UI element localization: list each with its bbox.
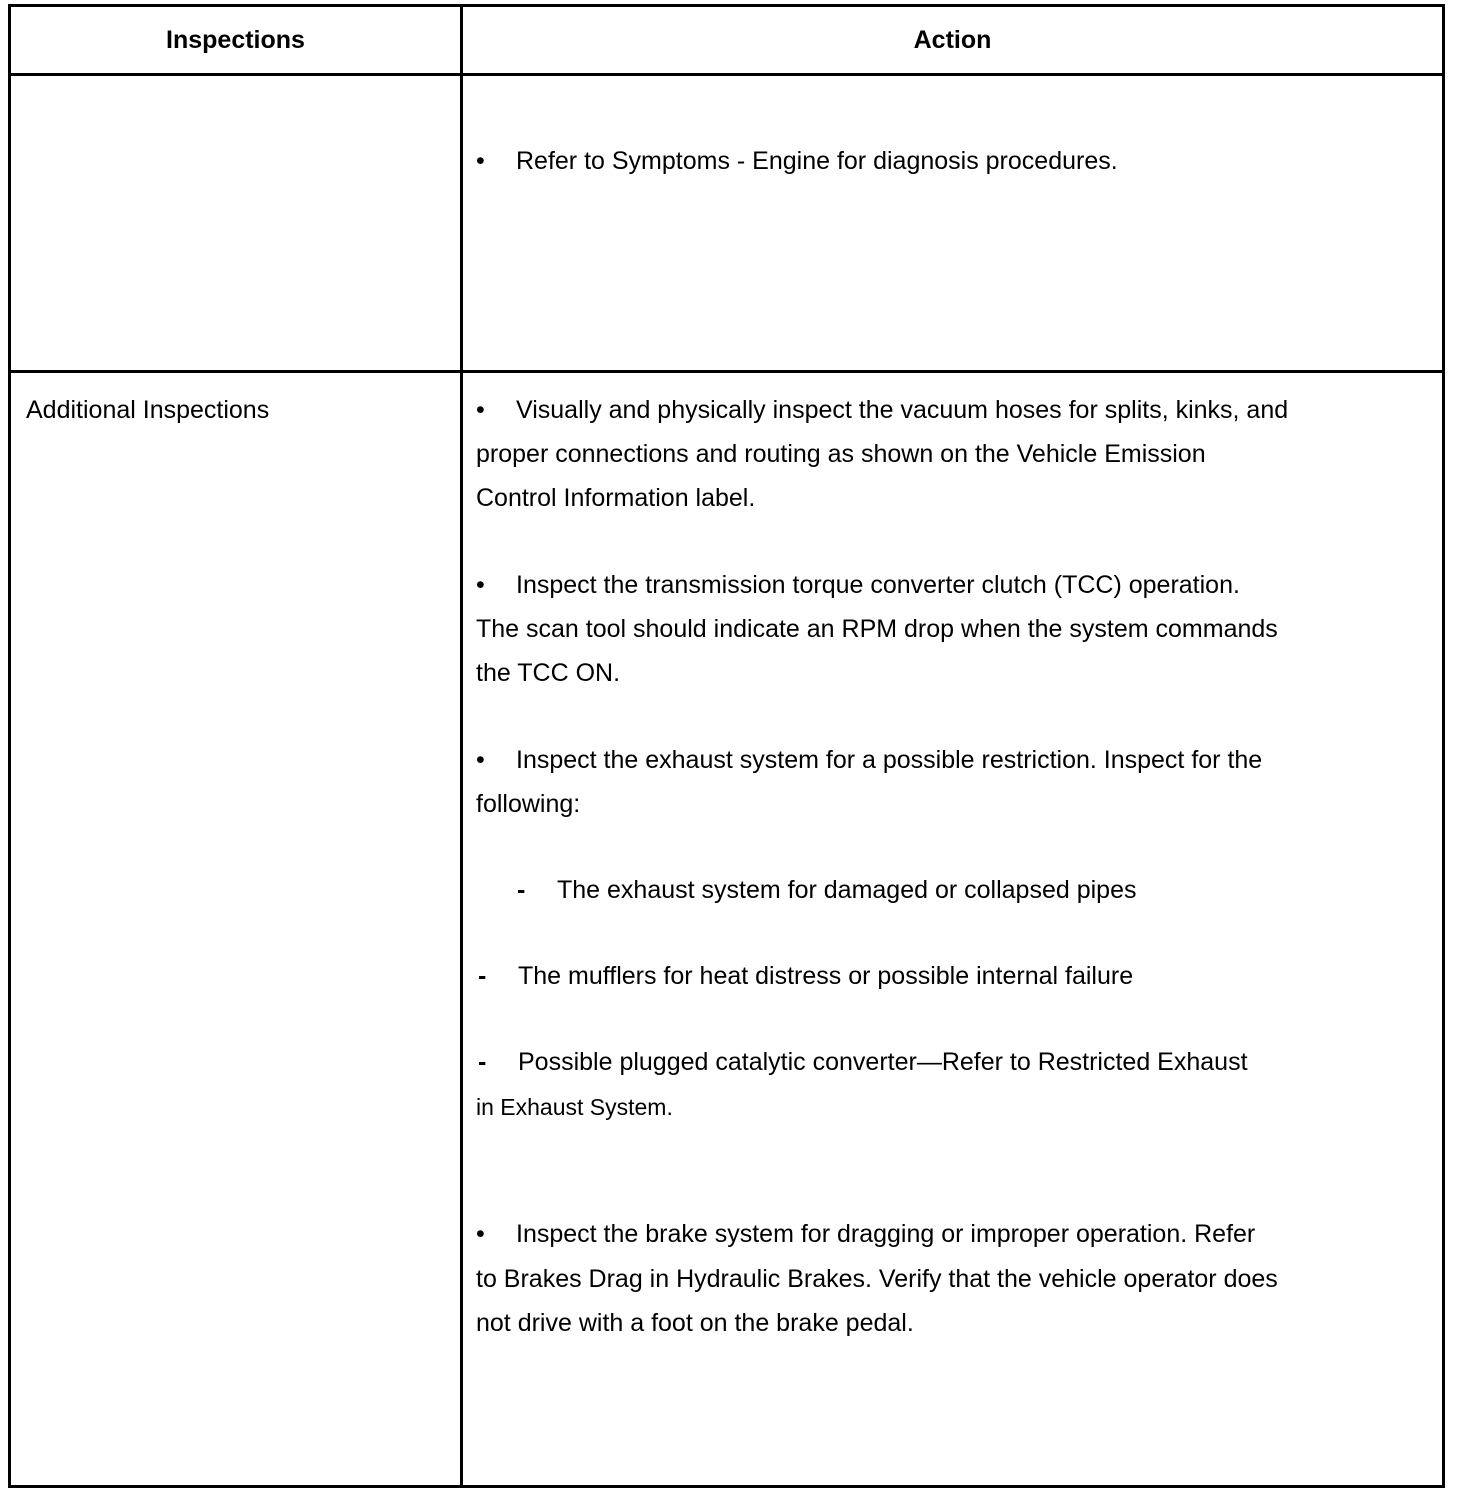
- row-divider: [11, 370, 1442, 373]
- column-divider: [460, 7, 463, 1485]
- bullet: •: [476, 147, 485, 175]
- header-inspections: Inspections: [166, 26, 305, 54]
- inspection-table: Inspections Action • Refer to Symptoms - Engine for diagnosis procedures. Additional Inspections • Visually and physically inspect the vacuum hoses for splits, kinks, and proper connections and routing as shown on the Vehicle Emission Control Information label. • Inspect the transmission torque converter clutch (TCC) operation. The scan tool should indicate an RPM drop when the system commands the TCC ON. • Inspect the exhaust system for a possible restriction. Inspect for the following: - The exhaust system for damaged or collapsed pipes - The mufflers for heat distress or possible internal failure - Possible plugged catalytic converter—Refer to Restricted Exhaust in Exhaust System. • Inspect the brake system for dragging or improper operation. Refer to Brakes Drag in Hydraulic Brakes. Verify that the vehicle operator does not drive with a foot on the brake pedal.: [8, 4, 1445, 1488]
- inspection-label: Additional Inspections: [26, 396, 270, 424]
- action-item: • Refer to Symptoms - Engine for diagnosis procedures.: [476, 139, 1118, 183]
- header-action: Action: [913, 26, 992, 54]
